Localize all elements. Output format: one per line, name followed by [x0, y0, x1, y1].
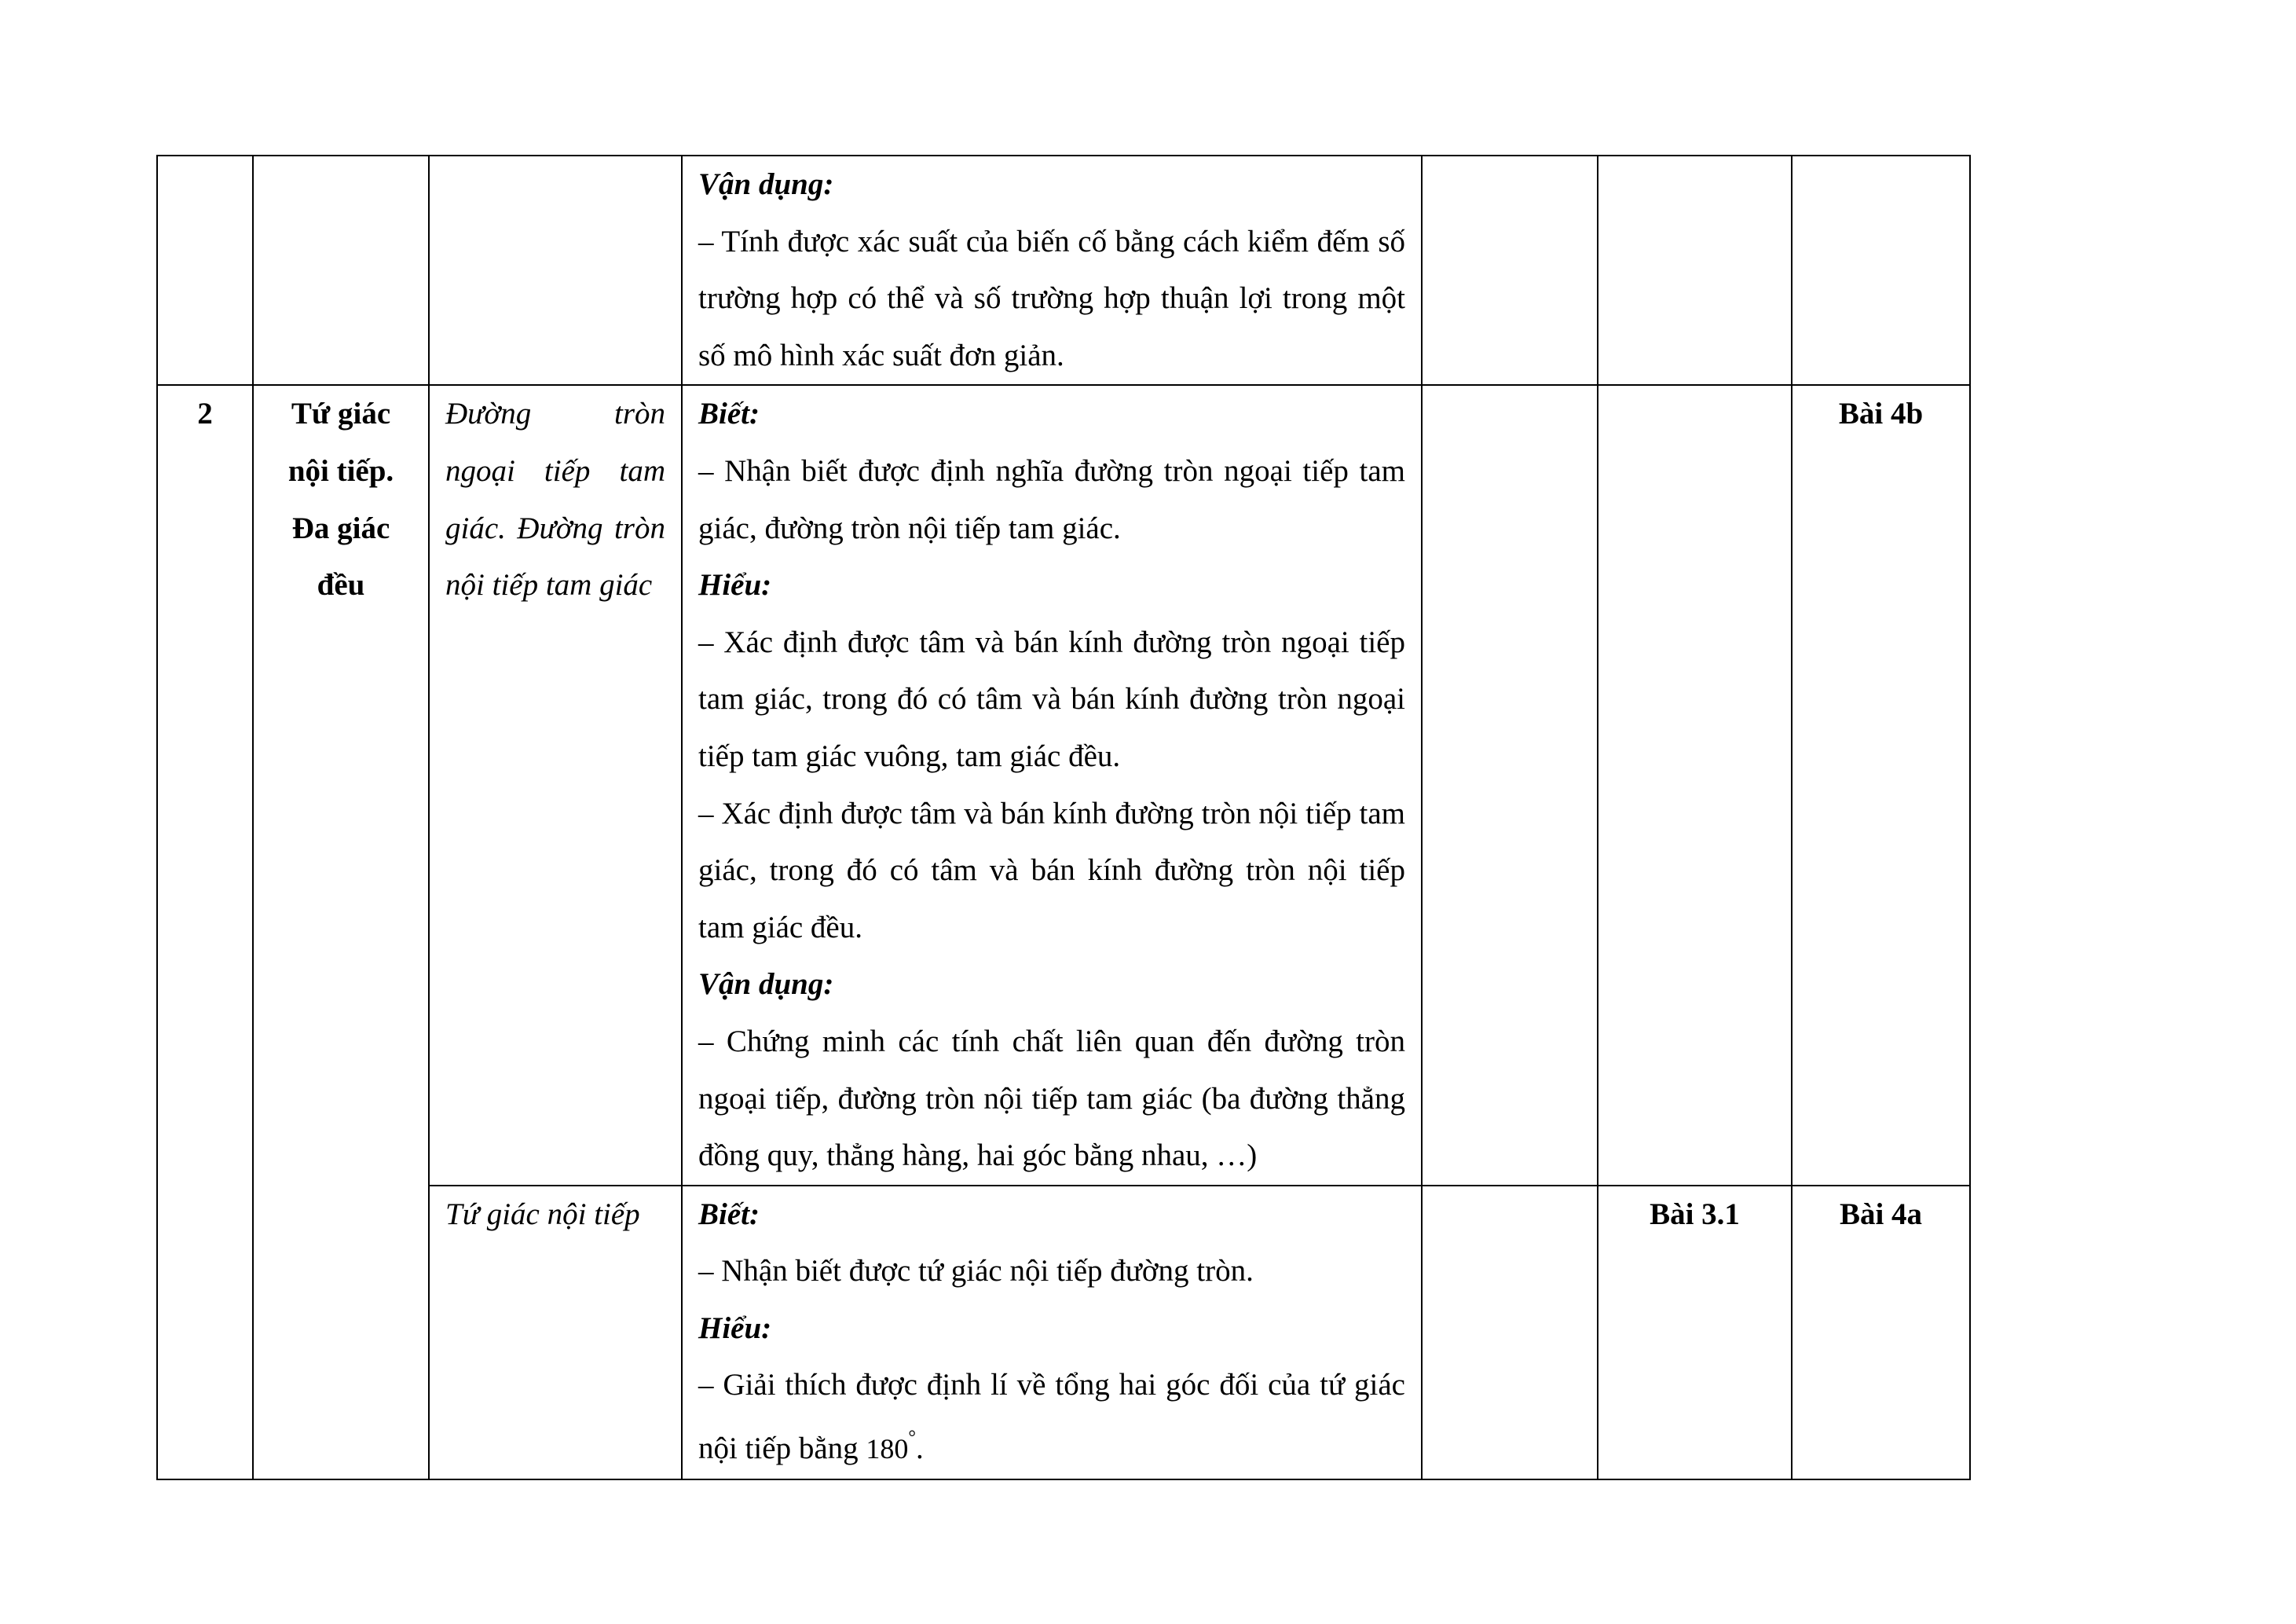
- biet-heading: Biết:: [698, 397, 760, 431]
- degree-symbol: °: [908, 1428, 916, 1449]
- van-dung-heading: Vận dụng:: [698, 967, 834, 1002]
- table-row: [157, 385, 1970, 1185]
- van-dung-text: – Tính được xác suất của biến cố bằng cách kiểm đếm số trường hợp có thể và số trường hợp thuận lợi trong một số mô hình xác suất đơn giản.: [698, 224, 1405, 372]
- van-dung-cell: Bài 4b: [1792, 385, 1970, 1185]
- topic-cell: Tứ giác nội tiếp. Đa giác đều: [253, 385, 429, 1479]
- stt-cell: 2: [157, 385, 253, 1479]
- thong-hieu-cell: [1598, 156, 1792, 385]
- nhan-biet-cell: [1422, 1186, 1598, 1479]
- angle-value: [866, 1428, 916, 1465]
- biet-text: – Nhận biết được tứ giác nội tiếp đường tròn.: [698, 1254, 1254, 1289]
- nhan-biet-cell: [1422, 385, 1598, 1185]
- biet-heading: Biết:: [698, 1197, 760, 1231]
- thong-hieu-cell: [1598, 385, 1792, 1185]
- van-dung-text: – Chứng minh các tính chất liên quan đến đường tròn ngoại tiếp, đường tròn nội tiếp tam giác (ba đường thẳng đồng quy, thẳng hàng, hai góc bằng nhau, …): [698, 1024, 1405, 1173]
- thong-hieu-cell: Bài 3.1: [1598, 1186, 1792, 1479]
- nhan-biet-cell: [1422, 156, 1598, 385]
- subtopic-cell: Đường tròn ngoại tiếp tam giác. Đường tròn nội tiếp tam giác: [429, 385, 682, 1185]
- requirement-cell: [682, 385, 1422, 1185]
- van-dung-cell: Bài 4a: [1792, 1186, 1970, 1479]
- angle-number: 180: [866, 1433, 909, 1465]
- hieu-heading: Hiểu:: [698, 568, 772, 603]
- topic-cell: [253, 156, 429, 385]
- hieu-text: – Xác định được tâm và bán kính đường tròn nội tiếp tam giác, trong đó có tâm và bán kính đường tròn nội tiếp tam giác đều.: [698, 796, 1405, 944]
- subtopic-cell: [429, 156, 682, 385]
- stt-cell: [157, 156, 253, 385]
- hieu-text-body: – Giải thích được định lí về tổng hai góc đối của tứ giác nội tiếp bằng: [698, 1368, 1405, 1466]
- table-row: [157, 156, 1970, 385]
- van-dung-cell: [1792, 156, 1970, 385]
- end-mark: .: [916, 1432, 924, 1466]
- table-row: [157, 1186, 1970, 1479]
- hieu-heading: Hiểu:: [698, 1311, 772, 1345]
- hieu-text: [698, 1357, 1405, 1477]
- biet-text: – Nhận biết được định nghĩa đường tròn ngoại tiếp tam giác, đường tròn nội tiếp tam giác.: [698, 453, 1405, 545]
- subtopic-cell: Tứ giác nội tiếp: [429, 1186, 682, 1479]
- requirement-cell: [682, 156, 1422, 385]
- requirement-cell: [682, 1186, 1422, 1479]
- specification-table: [156, 155, 1971, 1480]
- van-dung-heading: Vận dụng:: [698, 167, 834, 201]
- hieu-text: – Xác định được tâm và bán kính đường tròn ngoại tiếp tam giác, trong đó có tâm và bán kính đường tròn ngoại tiếp tam giác vuông, tam giác đều.: [698, 625, 1405, 773]
